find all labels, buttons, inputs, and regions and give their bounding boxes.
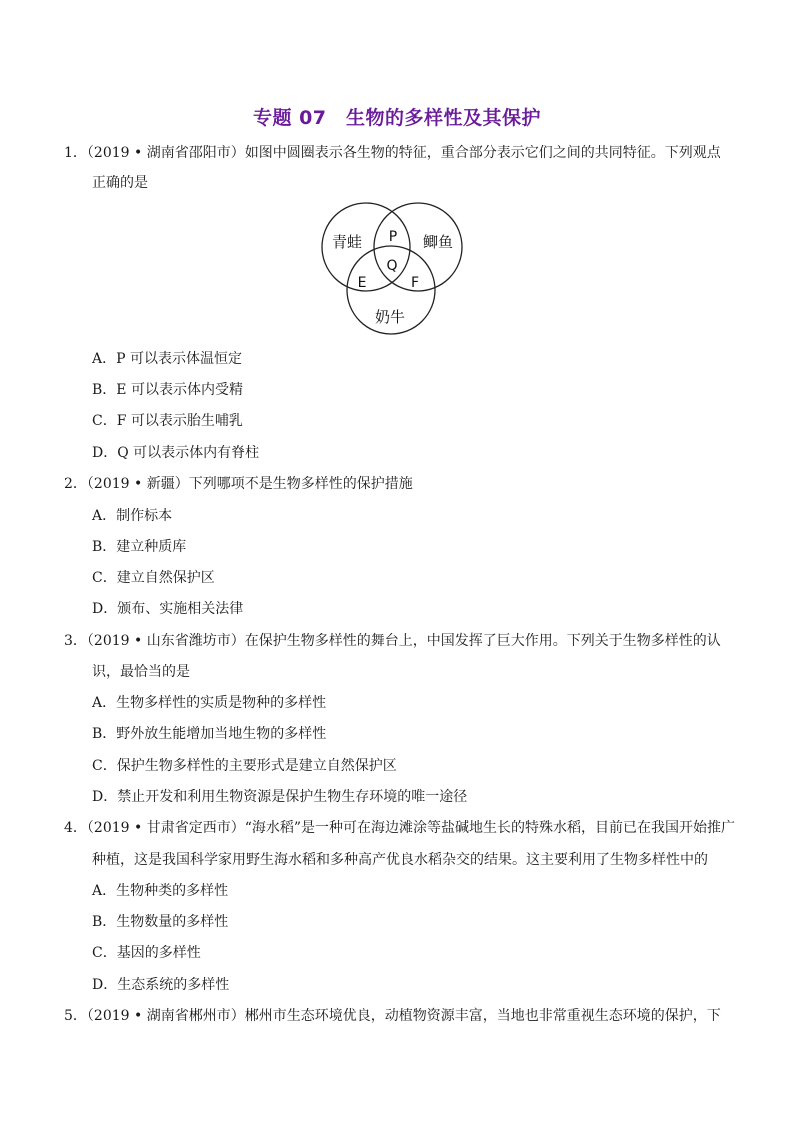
question-4-option-d: D．生态系统的多样性	[92, 977, 230, 993]
question-4-option-c: C．基因的多样性	[92, 945, 201, 961]
question-1-option-b: B．E 可以表示体内受精	[92, 382, 243, 398]
question-5-line-1	[64, 1006, 721, 1026]
question-1-line-1	[64, 143, 721, 163]
question-2-option-a: A．制作标本	[92, 508, 173, 524]
question-2-option-b: B．建立种质库	[92, 539, 187, 555]
venn-region-p: P	[388, 229, 398, 245]
question-2-option-d: D．颁布、实施相关法律	[92, 601, 244, 617]
venn-region-e: E	[357, 275, 367, 291]
question-2-line-1	[64, 474, 413, 494]
venn-label-frog: 青蛙	[331, 233, 363, 251]
question-4-option-b: B．生物数量的多样性	[92, 914, 229, 930]
question-3-option-a: A．生物多样性的实质是物种的多样性	[92, 695, 327, 711]
question-3-option-d: D．禁止开发和利用生物资源是保护生物生存环境的唯一途径	[92, 789, 468, 805]
question-4-line-2: 种植，这是我国科学家用野生海水稻和多种高产优良水稻杂交的结果。这主要利用了生物多样性中的	[92, 852, 708, 868]
question-1-option-c: C．F 可以表示胎生哺乳	[92, 413, 243, 429]
venn-label-carp: 鲫鱼	[422, 233, 454, 251]
venn-label-cow: 奶牛	[374, 308, 406, 326]
venn-region-q: Q	[386, 258, 398, 274]
question-3-number: 3．	[64, 633, 87, 649]
question-2-number: 2．	[64, 476, 87, 492]
venn-diagram	[316, 200, 476, 340]
question-2-option-c: C．建立自然保护区	[92, 570, 215, 586]
venn-region-f: F	[410, 275, 420, 291]
question-3-line-1	[64, 631, 721, 651]
question-4-line-1	[64, 818, 735, 838]
question-4-text: （2019 • 甘肃省定西市）“海水稻”是一种可在海边滩涂等盐碱地生长的特殊水稻，目前已在我国开始推广	[86, 820, 736, 836]
question-4-option-a: A．生物种类的多样性	[92, 883, 229, 899]
question-5-number: 5．	[64, 1008, 87, 1024]
question-1-option-a: A．P 可以表示体温恒定	[92, 351, 242, 367]
question-3-option-c: C．保护生物多样性的主要形式是建立自然保护区	[92, 758, 397, 774]
question-1-option-d: D．Q 可以表示体内有脊柱	[92, 445, 260, 461]
question-1-number: 1．	[64, 145, 87, 161]
question-3-option-b: B．野外放生能增加当地生物的多样性	[92, 726, 327, 742]
question-5-text: （2019 • 湖南省郴州市）郴州市生态环境优良，动植物资源丰富，当地也非常重视生态环境的保护，下	[86, 1008, 721, 1024]
question-1-line-2: 正确的是	[92, 175, 148, 191]
question-3-text: （2019 • 山东省潍坊市）在保护生物多样性的舞台上，中国发挥了巨大作用。下列关于生物多样性的认	[86, 633, 721, 649]
question-1-text: （2019 • 湖南省邵阳市）如图中圆圈表示各生物的特征，重合部分表示它们之间的共同特征。下列观点	[86, 145, 721, 161]
question-3-line-2: 识，最恰当的是	[92, 664, 190, 680]
question-2-text: （2019 • 新疆）下列哪项不是生物多样性的保护措施	[86, 476, 413, 492]
page-title: 专题 07 生物的多样性及其保护	[252, 107, 542, 129]
question-4-number: 4．	[64, 820, 87, 836]
